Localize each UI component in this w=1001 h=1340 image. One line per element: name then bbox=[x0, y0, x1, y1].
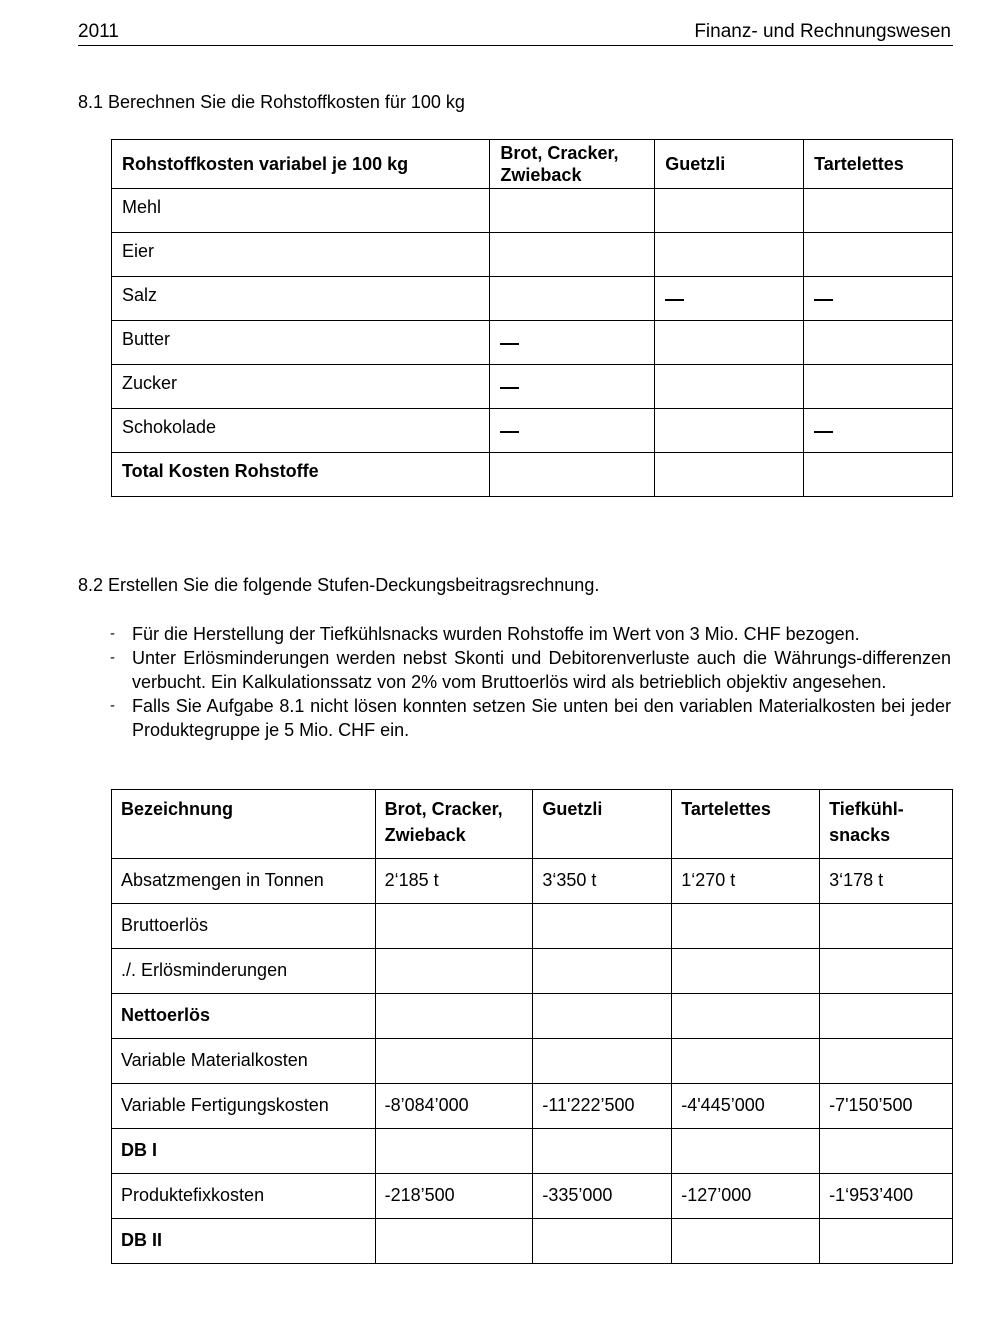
dash-mark bbox=[500, 343, 519, 345]
dash-mark bbox=[814, 431, 833, 433]
table-row bbox=[112, 277, 953, 321]
table-row bbox=[112, 1129, 953, 1174]
table-cell bbox=[672, 1219, 820, 1264]
table-cell bbox=[820, 904, 953, 949]
table-cell bbox=[804, 409, 953, 453]
table-row bbox=[112, 365, 953, 409]
table-row bbox=[112, 321, 953, 365]
table-cell bbox=[804, 453, 953, 497]
table-cell bbox=[490, 453, 655, 497]
column-header: Guetzli bbox=[533, 790, 672, 859]
table-cell bbox=[820, 1129, 953, 1174]
row-label: Butter bbox=[112, 321, 490, 365]
list-item-text: Unter Erlösminderungen werden nebst Skonti und Debitorenverluste auch die Währungs-differenzen verbucht. Ein Kalkulationssatz von 2% vom Bruttoerlös wird als betrieblich objektiv angesehen. bbox=[132, 648, 951, 692]
table-cell bbox=[672, 904, 820, 949]
table-header-row bbox=[112, 790, 953, 859]
table-cell bbox=[533, 994, 672, 1039]
table-cell bbox=[672, 1039, 820, 1084]
table-cell bbox=[672, 994, 820, 1039]
row-label: Eier bbox=[112, 233, 490, 277]
page-header bbox=[78, 21, 953, 46]
table-row bbox=[112, 233, 953, 277]
table-cell: 3‘350 t bbox=[533, 859, 672, 904]
row-label: Total Kosten Rohstoffe bbox=[112, 453, 490, 497]
list-item bbox=[110, 622, 951, 646]
table-cell bbox=[533, 1219, 672, 1264]
table-cell: -1‘953’400 bbox=[820, 1174, 953, 1219]
row-label: Schokolade bbox=[112, 409, 490, 453]
table-cell: 3‘178 t bbox=[820, 859, 953, 904]
table-cell: -8’084’000 bbox=[375, 1084, 533, 1129]
table-cell bbox=[533, 1129, 672, 1174]
row-label: Nettoerlös bbox=[112, 994, 376, 1039]
table-cell bbox=[820, 949, 953, 994]
table-cell bbox=[533, 1039, 672, 1084]
table-cell bbox=[672, 949, 820, 994]
instructions-list bbox=[110, 622, 951, 742]
table-cell bbox=[375, 949, 533, 994]
table-cell bbox=[490, 277, 655, 321]
table-cell bbox=[533, 949, 672, 994]
table-cell: -218’500 bbox=[375, 1174, 533, 1219]
table-row bbox=[112, 859, 953, 904]
list-item bbox=[110, 646, 951, 694]
table-cell bbox=[655, 365, 804, 409]
header-subject: Finanz- und Rechnungswesen bbox=[694, 21, 951, 42]
table-cell bbox=[655, 453, 804, 497]
bullet-mark: - bbox=[110, 625, 115, 642]
table-row bbox=[112, 1174, 953, 1219]
column-header: Bezeichnung bbox=[112, 790, 376, 859]
table-cell bbox=[375, 994, 533, 1039]
dash-mark bbox=[500, 431, 519, 433]
column-header: Tiefkühl-snacks bbox=[820, 790, 953, 859]
column-header: Tartelettes bbox=[672, 790, 820, 859]
raw-material-cost-table bbox=[111, 139, 953, 497]
contribution-margin-table bbox=[111, 789, 953, 1264]
table-cell bbox=[804, 277, 953, 321]
dash-mark bbox=[814, 299, 833, 301]
table-row bbox=[112, 994, 953, 1039]
table-cell bbox=[820, 1219, 953, 1264]
table-cell bbox=[672, 1129, 820, 1174]
row-label: DB II bbox=[112, 1219, 376, 1264]
task-82-heading: 8.2 Erstellen Sie die folgende Stufen-Deckungsbeitragsrechnung. bbox=[78, 575, 600, 595]
table-cell bbox=[490, 365, 655, 409]
column-header: Brot, Cracker, Zwieback bbox=[490, 140, 655, 189]
row-label: Bruttoerlös bbox=[112, 904, 376, 949]
table-cell bbox=[375, 1219, 533, 1264]
table-cell: 1‘270 t bbox=[672, 859, 820, 904]
table-cell bbox=[490, 409, 655, 453]
table-row bbox=[112, 453, 953, 497]
table-cell: -335’000 bbox=[533, 1174, 672, 1219]
list-item-text: Falls Sie Aufgabe 8.1 nicht lösen konnten setzen Sie unten bei den variablen Materialkosten bei jeder Produktegruppe je 5 Mio. CHF ein. bbox=[132, 696, 951, 740]
row-label: Produktefixkosten bbox=[112, 1174, 376, 1219]
table-row bbox=[112, 1084, 953, 1129]
dash-mark bbox=[500, 387, 519, 389]
table-cell bbox=[490, 233, 655, 277]
column-header: Guetzli bbox=[655, 140, 804, 189]
bullet-mark: - bbox=[110, 649, 115, 666]
table-cell bbox=[490, 321, 655, 365]
table-cell bbox=[804, 189, 953, 233]
table-row bbox=[112, 949, 953, 994]
table-cell: -127’000 bbox=[672, 1174, 820, 1219]
header-year: 2011 bbox=[78, 21, 119, 42]
row-label: Salz bbox=[112, 277, 490, 321]
dash-mark bbox=[665, 299, 684, 301]
list-item-text: Für die Herstellung der Tiefkühlsnacks wurden Rohstoffe im Wert von 3 Mio. CHF bezogen. bbox=[132, 624, 860, 644]
column-header: Rohstoffkosten variabel je 100 kg bbox=[112, 140, 490, 189]
table-row bbox=[112, 409, 953, 453]
table-cell bbox=[375, 1039, 533, 1084]
table-cell bbox=[804, 233, 953, 277]
table-row bbox=[112, 904, 953, 949]
table-cell: -11'222’500 bbox=[533, 1084, 672, 1129]
table-cell: 2‘185 t bbox=[375, 859, 533, 904]
table-cell bbox=[490, 189, 655, 233]
table-cell bbox=[804, 365, 953, 409]
row-label: Variable Fertigungskosten bbox=[112, 1084, 376, 1129]
column-header: Brot, Cracker, Zwieback bbox=[375, 790, 533, 859]
table-cell bbox=[655, 321, 804, 365]
row-label: Variable Materialkosten bbox=[112, 1039, 376, 1084]
row-label: DB I bbox=[112, 1129, 376, 1174]
table-row bbox=[112, 1219, 953, 1264]
column-header: Tartelettes bbox=[804, 140, 953, 189]
table-row bbox=[112, 1039, 953, 1084]
table-cell bbox=[804, 321, 953, 365]
table-header-row bbox=[112, 140, 953, 189]
row-label: Mehl bbox=[112, 189, 490, 233]
row-label: Absatzmengen in Tonnen bbox=[112, 859, 376, 904]
table-cell bbox=[655, 189, 804, 233]
table-cell bbox=[375, 904, 533, 949]
table-cell bbox=[655, 233, 804, 277]
table-cell: -4'445’000 bbox=[672, 1084, 820, 1129]
list-item bbox=[110, 694, 951, 742]
table-cell bbox=[655, 277, 804, 321]
table-cell bbox=[375, 1129, 533, 1174]
table-cell bbox=[820, 994, 953, 1039]
row-label: Zucker bbox=[112, 365, 490, 409]
table-cell bbox=[820, 1039, 953, 1084]
bullet-mark: - bbox=[110, 697, 115, 714]
table-cell bbox=[655, 409, 804, 453]
table-cell bbox=[533, 904, 672, 949]
table-cell: -7'150’500 bbox=[820, 1084, 953, 1129]
task-81-heading: 8.1 Berechnen Sie die Rohstoffkosten für 100 kg bbox=[78, 92, 465, 112]
table-row bbox=[112, 189, 953, 233]
row-label: ./. Erlösminderungen bbox=[112, 949, 376, 994]
